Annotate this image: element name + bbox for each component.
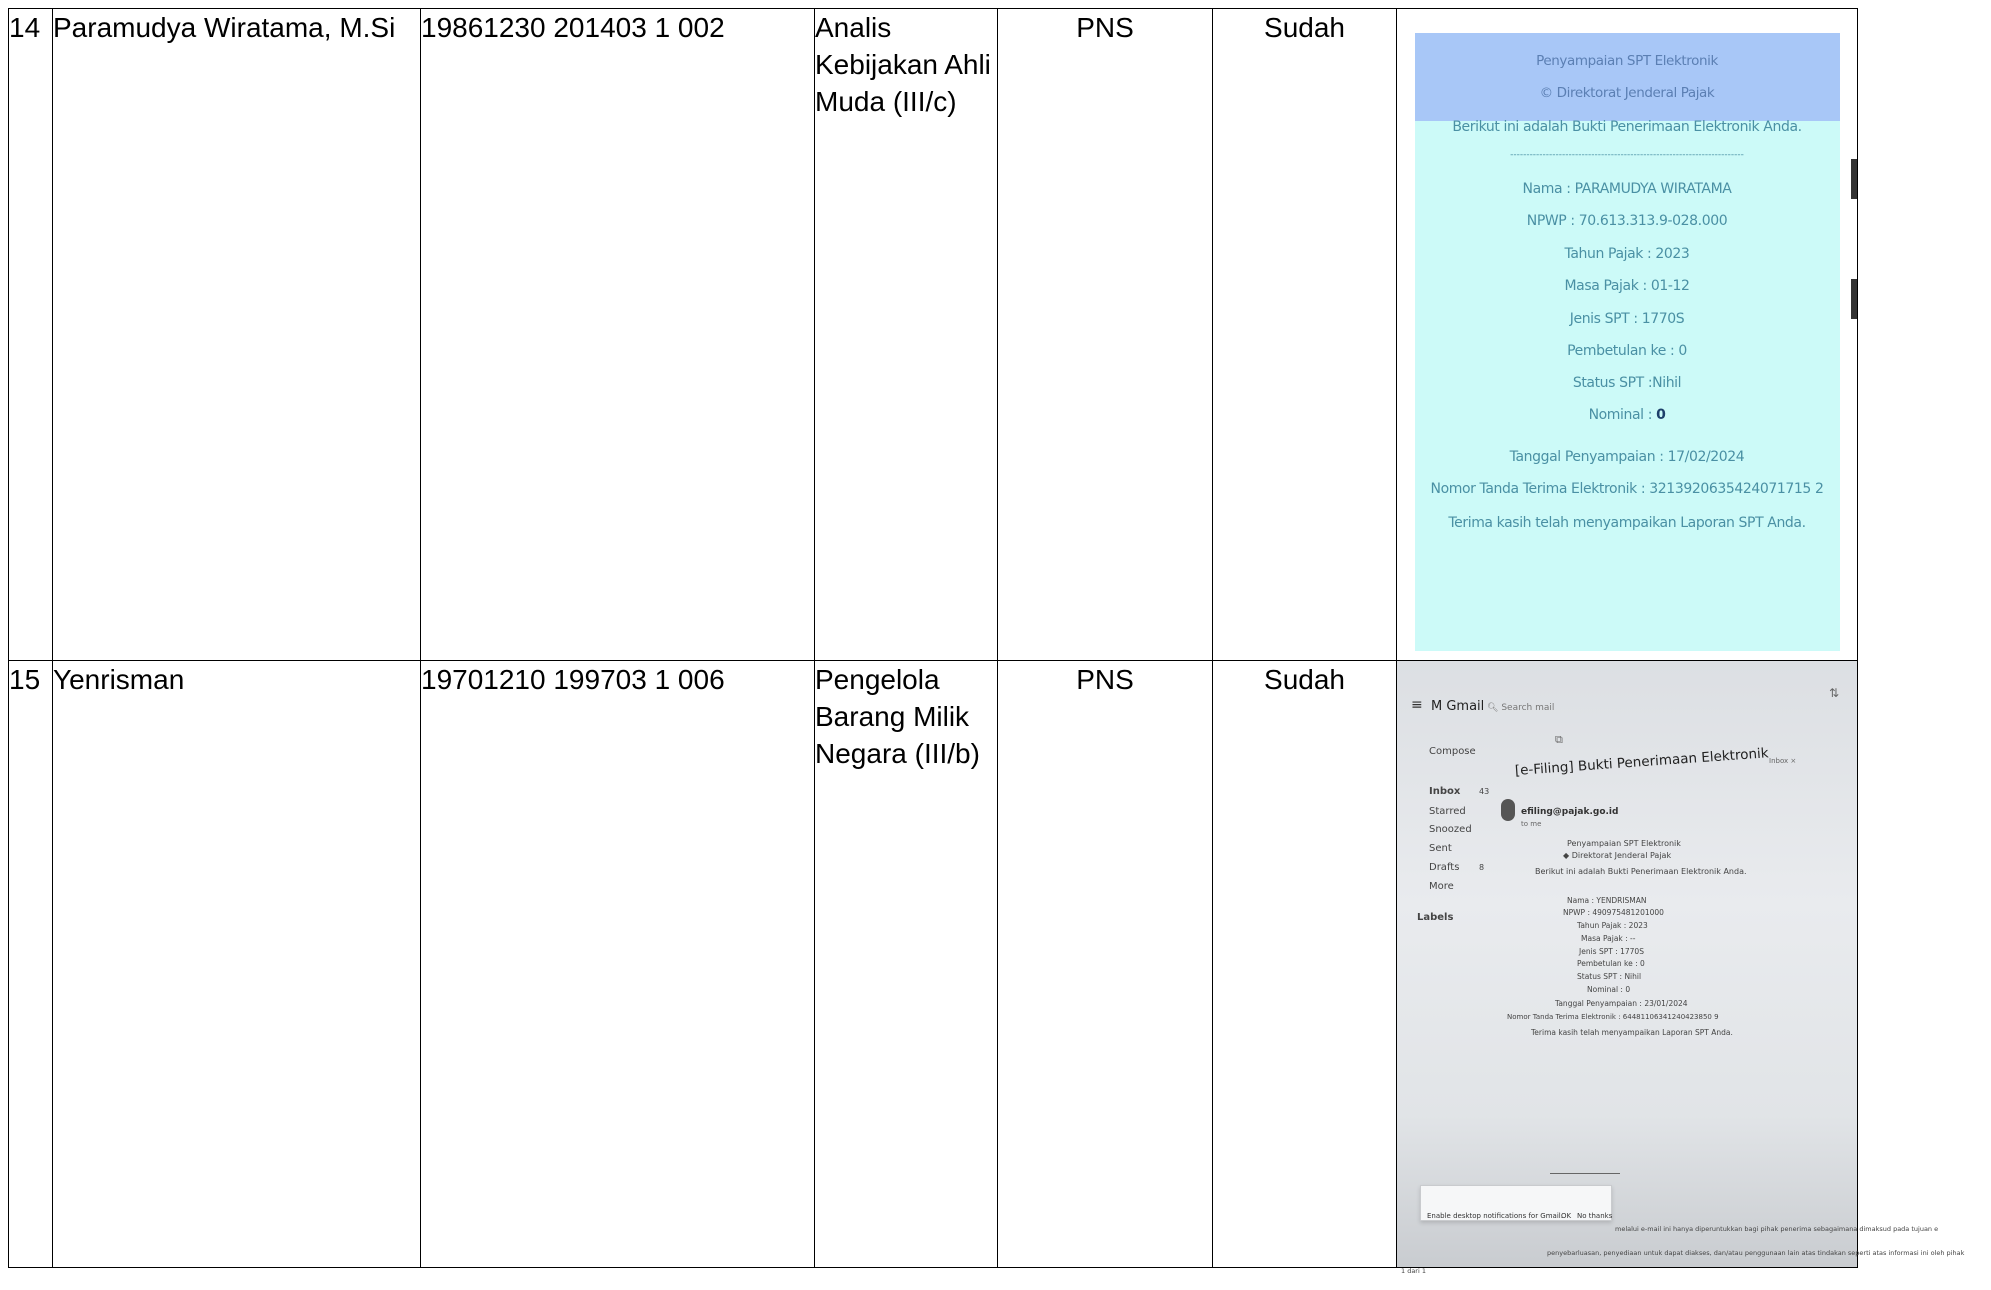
compose-button: Compose xyxy=(1429,746,1476,757)
mail-line: Nomor Tanda Terima Elektronik : 64481106341240423850 9 xyxy=(1507,1013,1719,1021)
email-subject: [e-Filing] Bukti Penerimaan Elektronik xyxy=(1514,745,1770,779)
toast-ok-button: OK xyxy=(1561,1212,1572,1220)
employee-nip: 19861230 201403 1 002 xyxy=(421,9,815,661)
settings-icon: ⇅ xyxy=(1829,686,1840,700)
menu-icon: ≡ xyxy=(1411,697,1423,713)
evidence-cell xyxy=(1397,661,1965,1275)
receipt-nominal: Nominal : 0 xyxy=(1588,407,1666,423)
gmail-photo-screenshot xyxy=(1397,661,1965,1275)
employee-position: Pengelola Barang Milik Negara (III/b) xyxy=(815,661,998,1268)
receipt-nomor: Nomor Tanda Terima Elektronik : 3213920635424071715 2 xyxy=(1430,481,1824,497)
receipt-jenis: Jenis SPT : 1770S xyxy=(1569,311,1685,327)
labels-heading: Labels xyxy=(1417,912,1454,923)
receipt-tanggal: Tanggal Penyampaian : 17/02/2024 xyxy=(1509,449,1745,465)
drafts-count: 8 xyxy=(1479,863,1485,872)
mail-line: Nama : YENDRISMAN xyxy=(1567,896,1647,905)
nav-drafts: Drafts xyxy=(1429,862,1460,873)
mail-line: Status SPT : Nihil xyxy=(1577,972,1642,981)
receipt-thanks: Terima kasih telah menyampaikan Laporan SPT Anda. xyxy=(1448,515,1806,531)
nav-inbox: Inbox xyxy=(1429,786,1461,797)
mail-line: Tanggal Penyampaian : 23/01/2024 xyxy=(1555,999,1688,1008)
mail-line: Penyampaian SPT Elektronik xyxy=(1567,839,1681,848)
spt-status: Sudah xyxy=(1213,661,1397,1268)
receipt-nama: Nama : PARAMUDYA WIRATAMA xyxy=(1522,181,1732,197)
mail-line: Tahun Pajak : 2023 xyxy=(1577,921,1648,930)
receipt-tahun: Tahun Pajak : 2023 xyxy=(1564,246,1690,262)
receipt-npwp: NPWP : 70.613.313.9-028.000 xyxy=(1526,213,1728,229)
receipt-separator: ------------------------------------------------------------------------ xyxy=(1510,150,1744,160)
receipt-status-spt: Status SPT :Nihil xyxy=(1572,375,1682,391)
mail-line: Terima kasih telah menyampaikan Laporan SPT Anda. xyxy=(1531,1028,1733,1037)
employee-name: Yenrisman xyxy=(53,661,421,1268)
mail-line: Nominal : 0 xyxy=(1587,985,1631,994)
notification-toast xyxy=(1420,1185,1612,1221)
employee-status: PNS xyxy=(998,661,1213,1268)
mail-line: NPWP : 490975481201000 xyxy=(1563,908,1664,917)
footer-disclaimer: melalui e-mail ini hanya diperuntukkan bagi pihak penerima sebagaimana dimaksud pada tujuan e xyxy=(1615,1225,1939,1233)
employee-nip: 19701210 199703 1 006 xyxy=(421,661,815,1268)
open-in-new-icon: ⧉ xyxy=(1555,733,1563,746)
nav-starred: Starred xyxy=(1429,806,1466,817)
avatar xyxy=(1501,799,1515,821)
inbox-count: 43 xyxy=(1479,787,1490,796)
mail-line: Jenis SPT : 1770S xyxy=(1579,947,1644,956)
row-number: 14 xyxy=(9,9,53,661)
receipt-masa: Masa Pajak : 01-12 xyxy=(1564,278,1690,294)
employee-table xyxy=(8,8,1965,1275)
search-icon: 🔍︎ xyxy=(1487,703,1499,713)
toast-dismiss-button: No thanks xyxy=(1577,1212,1613,1220)
mail-line: ◆ Direktorat Jenderal Pajak xyxy=(1563,851,1672,860)
table-row xyxy=(9,9,1858,661)
spt-receipt-screenshot xyxy=(1397,9,1857,660)
nav-snoozed: Snoozed xyxy=(1429,824,1472,835)
footer-disclaimer: penyebarluasan, penyediaan untuk dapat diakses, dan/atau penggunaan lain atas tindakan seperti atas informasi ini oleh pihak xyxy=(1547,1249,1965,1257)
toast-text: Enable desktop notifications for Gmail. xyxy=(1427,1212,1563,1220)
nav-sent: Sent xyxy=(1429,843,1452,854)
employee-position: Analis Kebijakan Ahli Muda (III/c) xyxy=(815,9,998,661)
inbox-tag: Inbox × xyxy=(1769,757,1797,765)
receipt-header-title: Penyampaian SPT Elektronik xyxy=(1536,53,1718,69)
row-number: 15 xyxy=(9,661,53,1268)
divider xyxy=(1550,1173,1620,1174)
recipient: to me xyxy=(1521,820,1542,828)
nav-more: More xyxy=(1429,881,1454,892)
mail-line: Pembetulan ke : 0 xyxy=(1577,959,1645,968)
mail-line: Berikut ini adalah Bukti Penerimaan Elektronik Anda. xyxy=(1535,867,1747,876)
sender-address: efiling@pajak.go.id xyxy=(1521,807,1619,817)
receipt-pembetulan: Pembetulan ke : 0 xyxy=(1567,343,1687,359)
spt-status: Sudah xyxy=(1213,9,1397,661)
gmail-logo: M Gmail xyxy=(1431,699,1485,714)
receipt-header-org: © Direktorat Jenderal Pajak xyxy=(1539,85,1715,101)
page-indicator: 1 dari 1 xyxy=(1401,1267,1426,1275)
employee-name: Paramudya Wiratama, M.Si xyxy=(53,9,421,661)
evidence-cell xyxy=(1397,9,1858,661)
receipt-intro: Berikut ini adalah Bukti Penerimaan Elektronik Anda. xyxy=(1452,119,1802,135)
search-mail: 🔍︎ Search mail xyxy=(1487,703,1555,713)
employee-status: PNS xyxy=(998,9,1213,661)
table-row xyxy=(9,661,1858,1268)
mail-line: Masa Pajak : -- xyxy=(1581,934,1636,943)
